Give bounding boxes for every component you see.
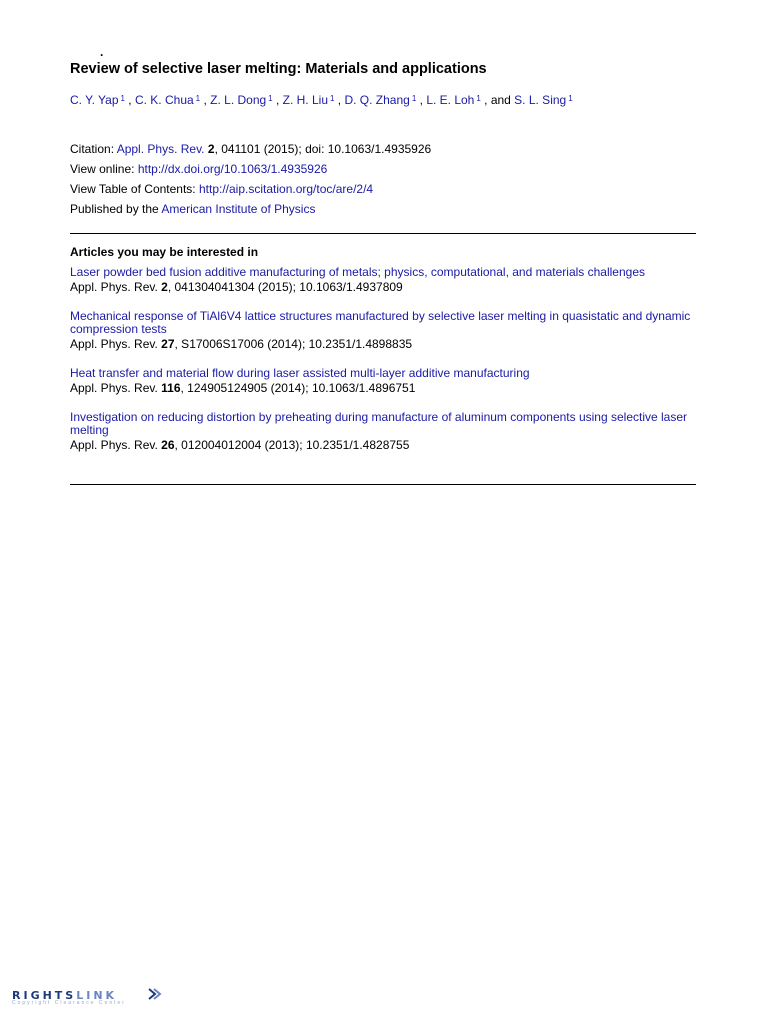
related-article-details: , 124905124905 (2014); 10.1063/1.4896751	[180, 381, 416, 395]
related-article-volume: 26	[161, 438, 175, 452]
author-affiliation-mark: 1	[568, 94, 573, 103]
related-article-details: , 041304041304 (2015); 10.1063/1.4937809	[167, 280, 403, 294]
citation-label: Citation:	[70, 142, 117, 156]
related-article-journal: Appl. Phys. Rev.	[70, 337, 162, 351]
citation-volume: 2	[207, 142, 215, 156]
article-title: Review of selective laser melting: Materials and applications	[70, 61, 487, 77]
related-article-journal: Appl. Phys. Rev.	[70, 438, 162, 452]
author-affiliation-mark: 1	[476, 94, 481, 103]
bottom-divider	[70, 484, 696, 485]
chevron-right-icon	[146, 987, 162, 1001]
author-separator: ,	[124, 93, 135, 107]
author-link[interactable]: D. Q. Zhang $^1$	[344, 93, 417, 107]
related-article-volume: 116	[161, 381, 181, 395]
author-separator: ,	[200, 93, 211, 107]
author-separator: ,	[334, 93, 345, 107]
author-separator: ,	[416, 93, 427, 107]
author-affiliation-mark: 1	[195, 94, 201, 103]
view-toc-link[interactable]: http://aip.scitation.org/toc/are/2/4	[198, 182, 374, 196]
view-toc-line	[70, 179, 431, 199]
related-article-title-link[interactable]: Laser powder bed fusion additive manufacturing of metals; physics, computational, and materials challenges	[70, 265, 645, 279]
rightslink-subtext: Copyright Clearance Center	[12, 1000, 126, 1006]
view-online-label: View online:	[70, 162, 138, 176]
related-article-citation	[70, 438, 696, 453]
related-article	[70, 310, 696, 352]
author-link[interactable]: L. E. Loh $^1$	[426, 93, 481, 107]
author-affiliation-mark: 1	[330, 94, 335, 103]
article-metadata	[70, 139, 431, 219]
citation-line	[70, 139, 431, 159]
author-link[interactable]: S. L. Sing $^1$	[514, 93, 573, 107]
published-by-line	[70, 199, 431, 219]
author-affiliation-mark: 1	[120, 94, 125, 103]
related-article-volume: 27	[161, 337, 175, 351]
related-article	[70, 367, 696, 396]
related-article	[70, 266, 696, 295]
author-link[interactable]: Z. H. Liu $^1$	[282, 93, 335, 107]
view-online-link[interactable]: http://dx.doi.org/10.1063/1.4935926	[137, 162, 328, 176]
author-link[interactable]: C. Y. Yap $^1$	[70, 93, 125, 107]
published-by-label: Published by the	[70, 202, 162, 216]
header-mark: .	[100, 45, 104, 59]
view-toc-label: View Table of Contents:	[70, 182, 199, 196]
author-separator: ,	[272, 93, 283, 107]
related-article	[70, 411, 696, 453]
related-article-title-link[interactable]: Mechanical response of TiAl6V4 lattice structures manufactured by selective laser melting in quasistatic and dynamic compression tests	[70, 309, 691, 336]
author-link[interactable]: C. K. Chua $^1$	[134, 93, 201, 107]
publisher-link[interactable]: American Institute of Physics	[161, 202, 316, 216]
rightslink-logo[interactable]	[12, 986, 162, 1008]
related-article-citation	[70, 280, 696, 295]
author-affiliation-mark: 1	[268, 94, 273, 103]
related-article-details: , S17006S17006 (2014); 10.2351/1.4898835	[174, 337, 413, 351]
related-articles-heading: Articles you may be interested in	[70, 245, 259, 259]
related-articles-list	[70, 266, 696, 468]
author-affiliation-mark: 1	[411, 94, 417, 103]
view-online-line	[70, 159, 431, 179]
citation-journal-link[interactable]: Appl. Phys. Rev.	[116, 142, 205, 156]
rightslink-word-rights: RIGHTS	[12, 989, 77, 1002]
rightslink-word-link: LINK	[76, 989, 118, 1002]
top-divider	[70, 233, 696, 234]
author-separator: , and	[480, 93, 515, 107]
author-link[interactable]: Z. L. Dong $^1$	[210, 93, 273, 107]
author-list	[70, 93, 573, 107]
related-article-volume: 2	[161, 280, 168, 294]
related-article-citation	[70, 381, 696, 396]
related-article-details: , 012004012004 (2013); 10.2351/1.4828755	[174, 438, 410, 452]
related-article-title-link[interactable]: Investigation on reducing distortion by preheating during manufacture of aluminum components using selective laser melting	[70, 410, 688, 437]
related-article-journal: Appl. Phys. Rev.	[70, 280, 162, 294]
citation-details: , 041101 (2015); doi: 10.1063/1.4935926	[214, 142, 432, 156]
related-article-title-link[interactable]: Heat transfer and material flow during laser assisted multi-layer additive manufacturing	[70, 366, 530, 380]
related-article-journal: Appl. Phys. Rev.	[70, 381, 162, 395]
related-article-citation	[70, 337, 696, 352]
